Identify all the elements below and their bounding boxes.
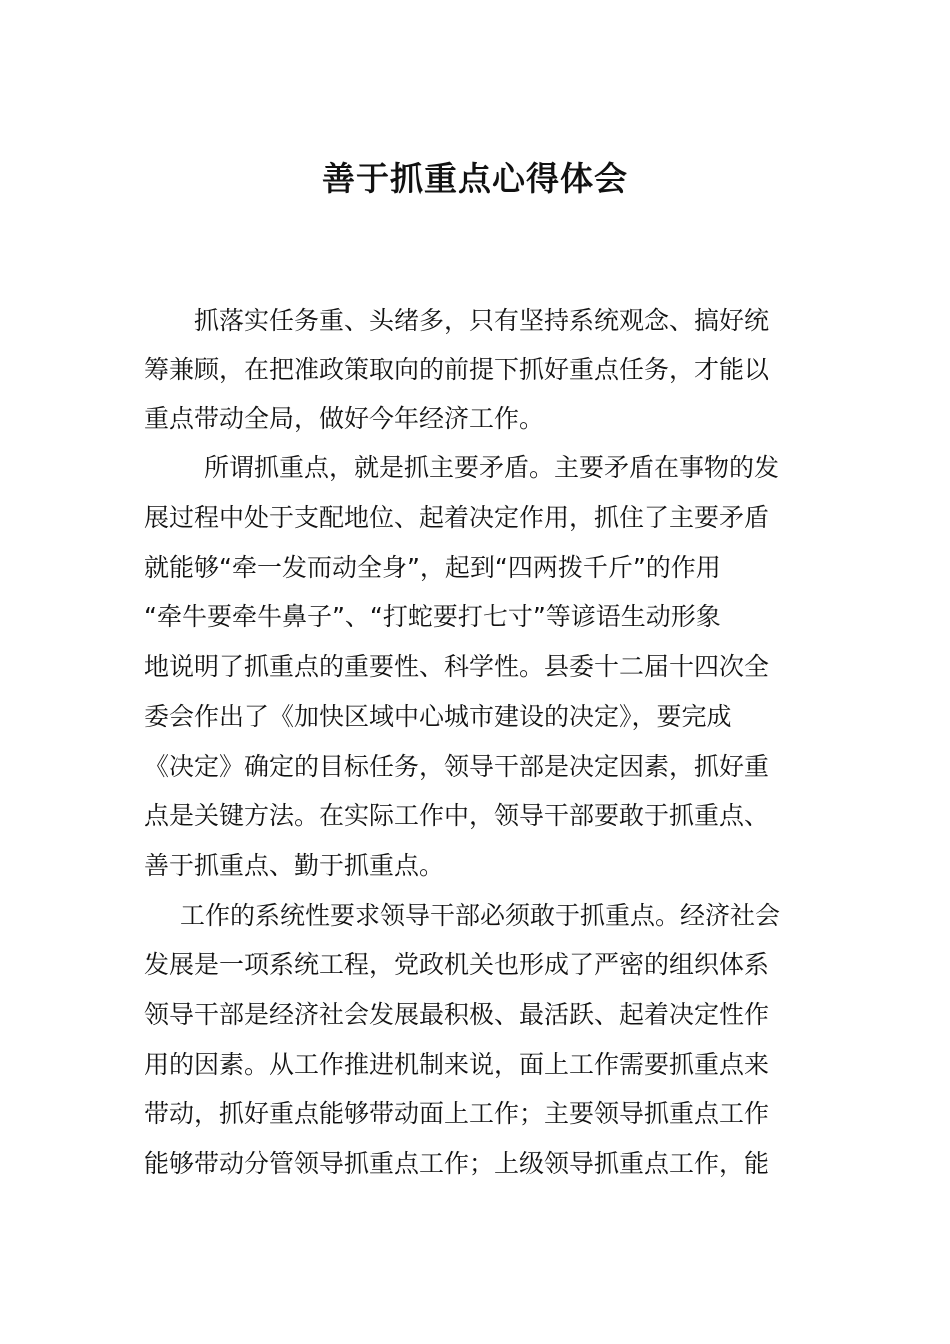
- paragraph-line: 就能够“牵一发而动全身”，起到“四两拨千斤”的作用: [144, 553, 721, 582]
- paragraph-line: 《决定》确定的目标任务，领导干部是决定因素，抓好重: [144, 752, 770, 781]
- paragraph-line: 地说明了抓重点的重要性、科学性。县委十二届十四次全: [144, 652, 770, 681]
- paragraph-line: “牵牛要牵牛鼻子”、“打蛇要打七寸”等谚语生动形象: [144, 602, 721, 631]
- document-title: 善于抓重点心得体会: [322, 159, 628, 198]
- paragraph-line: 所谓抓重点，就是抓主要矛盾。主要矛盾在事物的发: [204, 453, 780, 482]
- paragraph-line: 能够带动分管领导抓重点工作；上级领导抓重点工作，能: [144, 1149, 770, 1178]
- paragraph-line: 抓落实任务重、头绪多，只有坚持系统观念、搞好统: [194, 306, 770, 335]
- paragraph-line: 重点带动全局，做好今年经济工作。: [144, 404, 545, 433]
- paragraph-line: 工作的系统性要求领导干部必须敢于抓重点。经济社会: [180, 901, 781, 930]
- paragraph-line: 带动，抓好重点能够带动面上工作；主要领导抓重点工作: [144, 1099, 770, 1128]
- paragraph-line: 用的因素。从工作推进机制来说，面上工作需要抓重点来: [144, 1050, 770, 1079]
- paragraph-line: 善于抓重点、勤于抓重点。: [144, 851, 445, 880]
- paragraph-line: 点是关键方法。在实际工作中，领导干部要敢于抓重点、: [144, 801, 770, 830]
- paragraph-line: 委会作出了《加快区域中心城市建设的决定》，要完成: [144, 702, 732, 731]
- paragraph-line: 筹兼顾，在把准政策取向的前提下抓好重点任务，才能以: [144, 355, 770, 384]
- paragraph-line: 展过程中处于支配地位、起着决定作用，抓住了主要矛盾: [144, 503, 770, 532]
- paragraph-line: 领导干部是经济社会发展最积极、最活跃、起着决定性作: [144, 1000, 770, 1029]
- paragraph-line: 发展是一项系统工程，党政机关也形成了严密的组织体系: [144, 950, 770, 979]
